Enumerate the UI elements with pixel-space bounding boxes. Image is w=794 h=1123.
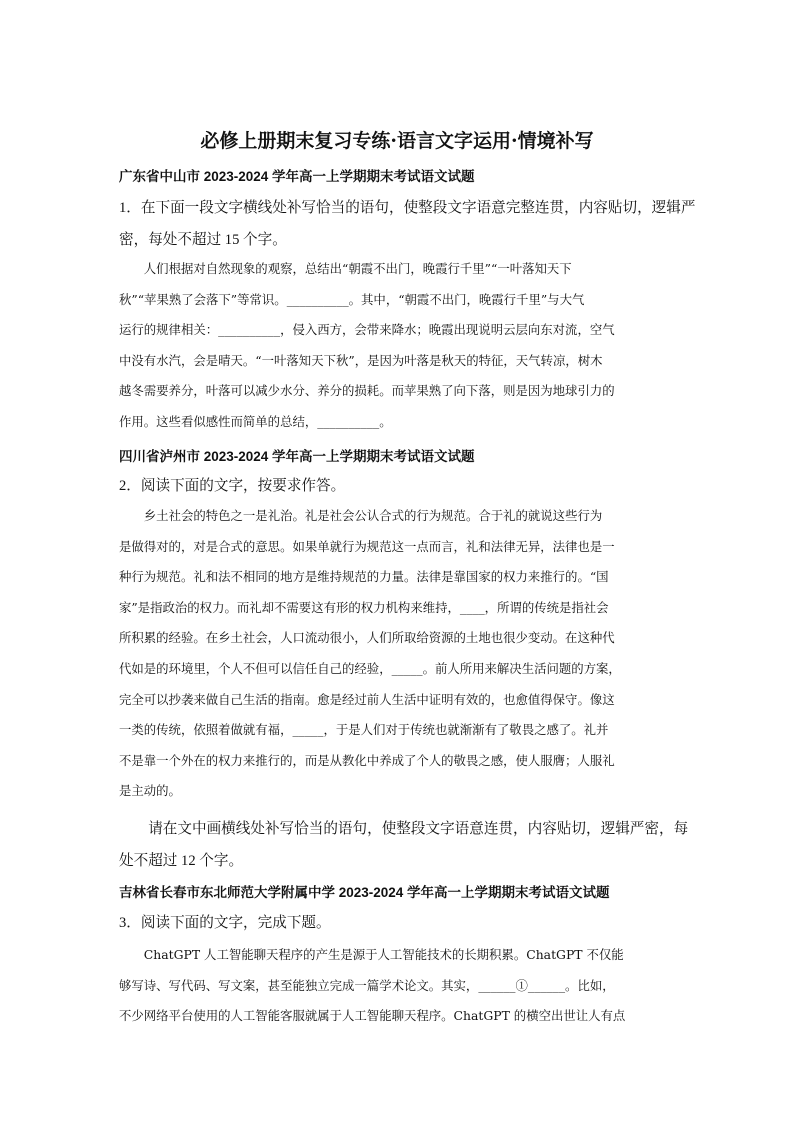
q2-passage-line: 乡土社会的特色之一是礼治。礼是社会公认合式的行为规范。合于礼的就说这些行为 [143, 508, 603, 523]
q3-prompt: 3．阅读下面的文字，完成下题。 [119, 915, 331, 931]
q2-passage-line: 不是靠一个外在的权力来推行的，而是从教化中养成了个人的敬畏之感，使人服膺；人服礼 [119, 752, 615, 768]
q1-prompt-line-2: 密，每处不超过 15 个字。 [119, 232, 287, 248]
q1-prompt-line-1: 1．在下面一段文字横线处补写恰当的语句，使整段文字语意完整连贯，内容贴切，逻辑严 [119, 200, 696, 216]
q2-passage-line: 是做得对的，对是合式的意思。如果单就行为规范这一点而言，礼和法律无异，法律也是一 [119, 538, 615, 554]
q1-passage-line: 中没有水汽，会是晴天。“一叶落知天下秋”，是因为叶落是秋天的特征，天气转凉，树木 [119, 352, 603, 368]
q3-passage-line: 够写诗、写代码、写文案，甚至能独立完成一篇学术论文。其实，______①______。比如， [119, 977, 615, 993]
q1-prompt [119, 192, 696, 256]
q3-passage-line: ChatGPT 人工智能聊天程序的产生是源于人工智能技术的长期积累。ChatGPT 不仅能 [143, 947, 624, 962]
q1-passage-line: 秋”“苹果熟了会落下”等常识。__________。其中，“朝霞不出门，晚霞行千里”与大气 [119, 291, 585, 307]
q1-passage-line: 越冬需要养分，叶落可以减少水分、养分的损耗。而苹果熟了向下落，则是因为地球引力的 [119, 383, 615, 399]
q2-source: 四川省泸州市 2023-2024 学年高一上学期期末考试语文试题 [119, 449, 475, 464]
q2-passage [119, 501, 679, 807]
page-title: 必修上册期末复习专练·语言文字运用·情境补写 [200, 130, 594, 152]
q1-passage-line: 运行的规律相关：__________，侵入西方，会带来降水；晚霞出现说明云层向东对流，空气 [119, 322, 615, 338]
q1-passage-line: 作用。这些看似感性而简单的总结，__________。 [119, 413, 392, 429]
q2-passage-line: 一类的传统，依照着做就有福，_____，于是人们对于传统也就渐渐有了敬畏之感了。礼并 [119, 722, 609, 738]
q2-passage-line: 所积累的经验。在乡土社会，人口流动很小，人们所取给资源的土地也很少变动。在这种代 [119, 630, 615, 646]
q2-passage-line: 是主动的。 [119, 783, 181, 799]
q3-passage [119, 940, 679, 1032]
q2-prompt: 2．阅读下面的文字，按要求作答。 [119, 478, 346, 494]
q1-passage-line: 人们根据对自然现象的观察，总结出“朝霞不出门，晚霞行千里”“一叶落知天下 [143, 261, 572, 276]
q2-passage-line: 代如是的环境里，个人不但可以信任自己的经验，_____。前人所用来解决生活问题的方案， [119, 660, 621, 676]
q2-passage-line: 完全可以抄袭来做自己生活的指南。愈是经过前人生活中证明有效的，也愈值得保守。像这 [119, 691, 615, 707]
q3-source: 吉林省长春市东北师范大学附属中学 2023-2024 学年高一上学期期末考试语文试题 [119, 885, 610, 900]
q2-instruction-line-1: 请在文中画横线处补写恰当的语句，使整段文字语意连贯，内容贴切，逻辑严密，每 [148, 821, 689, 837]
q2-instruction-line-2: 处不超过 12 个字。 [119, 853, 244, 869]
q1-passage [119, 254, 679, 438]
q2-instruction [119, 813, 689, 877]
q2-passage-line: 家”是指政治的权力。而礼却不需要这有形的权力机构来维持，____，所谓的传统是指社会 [119, 599, 609, 615]
q2-passage-line: 种行为规范。礼和法不相同的地方是维持规范的力量。法律是靠国家的权力来推行的。“国 [119, 569, 609, 585]
q1-source: 广东省中山市 2023-2024 学年高一上学期期末考试语文试题 [119, 169, 475, 184]
q3-passage-line: 不少网络平台使用的人工智能客服就属于人工智能聊天程序。ChatGPT 的横空出世让人有点 [119, 1008, 626, 1024]
